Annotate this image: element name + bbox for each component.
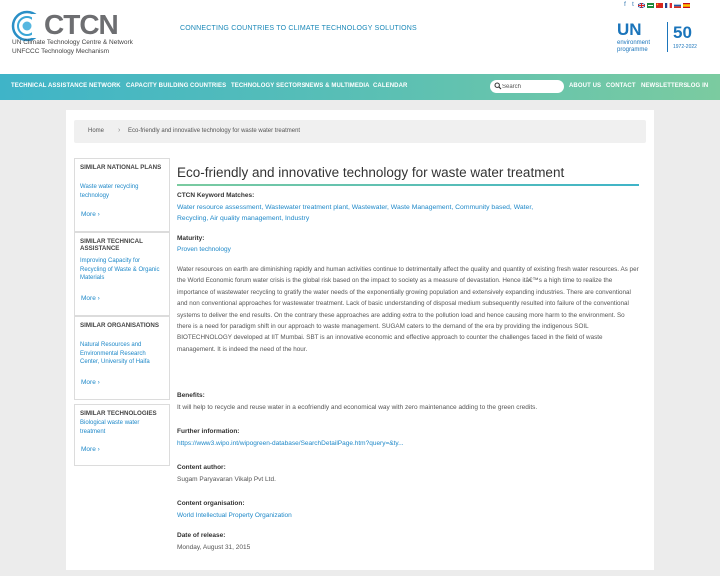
nav-technical-assistance[interactable]: TECHNICAL ASSISTANCE [11, 83, 88, 89]
title-underline [177, 184, 639, 186]
content-author-value: Sugam Paryavaran Vikalp Pvt Ltd. [177, 476, 276, 483]
search-box[interactable] [490, 80, 564, 93]
social-and-language-bar [622, 2, 690, 8]
sidebar-link[interactable]: Waste water recycling technology [80, 184, 139, 199]
similar-technical-assistance-box [74, 232, 170, 316]
breadcrumb [74, 120, 646, 143]
english-flag-icon[interactable] [638, 3, 645, 8]
unep-un-mark: UN [617, 20, 642, 39]
search-icon[interactable] [494, 82, 502, 90]
further-info-link[interactable]: https://www3.wipo.int/wipogreen-database/SearchDetailPage.htm?query=&ty... [177, 440, 404, 447]
keywords-label: CTCN Keyword Matches: [177, 192, 255, 199]
nav-countries[interactable]: COUNTRIES [190, 83, 227, 89]
sidebar-link[interactable]: Improving Capacity for Recycling of Waste & Organic Materials [80, 258, 160, 281]
logo-text: CTCN [44, 9, 118, 40]
sidebar-box-title: SIMILAR TECHNOLOGIES [80, 410, 157, 417]
sidebar-box-title: SIMILAR NATIONAL PLANS [80, 164, 162, 171]
site-header [0, 0, 720, 74]
sidebar-box-title: SIMILAR TECHNICAL ASSISTANCE [80, 238, 143, 252]
similar-organisations-box [74, 316, 170, 400]
nav-network[interactable]: NETWORK [89, 83, 121, 89]
sidebar-link[interactable]: Biological waste water treatment [80, 420, 140, 435]
content-panel [66, 110, 654, 570]
benefits-value: It will help to recycle and reuse water in a ecofriendly and economical way with zero maintenance adding to the green credits. [177, 404, 538, 411]
content-organisation-label: Content organisation: [177, 500, 245, 507]
search-input[interactable] [502, 81, 560, 92]
unep-divider [667, 22, 668, 52]
spanish-flag-icon[interactable] [683, 3, 690, 8]
site-tagline: CONNECTING COUNTRIES TO CLIMATE TECHNOLOGY SOLUTIONS [180, 25, 417, 32]
maturity-label: Maturity: [177, 235, 205, 242]
keywords-line-2[interactable]: Recycling, Air quality management, Industry [177, 215, 310, 222]
nav-about-us[interactable]: ABOUT US [569, 83, 602, 89]
sidebar-more-link[interactable]: More › [81, 295, 100, 302]
unep-line1: environment [617, 40, 651, 46]
logo-subtitle-2: UNFCCC Technology Mechanism [12, 48, 110, 55]
sidebar-more-link[interactable]: More › [81, 379, 100, 386]
similar-technologies-box [74, 404, 170, 466]
nav-news-multimedia[interactable]: NEWS & MULTIMEDIA [305, 83, 370, 89]
breadcrumb-separator: › [118, 127, 121, 134]
russian-flag-icon[interactable] [674, 3, 681, 8]
french-flag-icon[interactable] [665, 3, 672, 8]
nav-calendar[interactable]: CALENDAR [373, 83, 408, 89]
unep-logo[interactable] [617, 20, 707, 56]
chinese-flag-icon[interactable] [656, 3, 663, 8]
page-title: Eco-friendly and innovative technology for waste water treatment [177, 165, 565, 180]
content-organisation-link[interactable]: World Intellectual Property Organization [177, 512, 292, 519]
sidebar-more-link[interactable]: More › [81, 446, 100, 453]
facebook-icon[interactable]: f [624, 2, 626, 8]
nav-log-in[interactable]: LOG IN [687, 83, 709, 89]
further-info-label: Further information: [177, 428, 240, 435]
sidebar-box-title: SIMILAR ORGANISATIONS [80, 322, 159, 329]
description-text: Water resources on earth are diminishing rapidly and human activities continue to detrimentally affect the quality and quantity of existing fresh water resources. As per the World Economic forum water crisis is the global risk based on the impact to society as a measure of devastation. Hence itâ€™s a high time to realize the importance of wastewater recycling to gratify the water needs of the exponentially growing population and extensively expanding industries. There are conventional and non conventional approaches for wastewater treatment. Lack of basic understanding of disposal medium subsequently resulted into failure of the conventional systems to deliver the end results. On the contrary these approaches are adding extra to the pollution load and hence causing more harm to the environment. So there is a need for paradigm shift in our approach to waste management. SUGAM caters to the demand of the era by providing the indigenous SOIL BIOTECHNOLOGY developed at IIT Mumbai. SBT is an innovative economic and effective approach to counter the challenges faced in the field of waste management. It is indeed the need of the hour. [177, 266, 639, 353]
release-date-value: Monday, August 31, 2015 [177, 544, 251, 551]
unep-50-mark: 50 [673, 23, 692, 42]
benefits-label: Benefits: [177, 392, 205, 399]
breadcrumb-home-link[interactable]: Home [88, 128, 105, 134]
arabic-flag-icon[interactable] [647, 3, 654, 8]
maturity-value[interactable]: Proven technology [177, 246, 231, 253]
breadcrumb-current: Eco-friendly and innovative technology for waste water treatment [128, 128, 301, 134]
similar-national-plans-box [74, 158, 170, 232]
release-date-label: Date of release: [177, 532, 226, 539]
twitter-icon[interactable]: t [632, 2, 634, 8]
sidebar-more-link[interactable]: More › [81, 211, 100, 218]
content-author-label: Content author: [177, 464, 226, 471]
unep-years: 1972-2022 [673, 44, 697, 50]
unep-line2: programme [617, 47, 648, 53]
nav-capacity-building[interactable]: CAPACITY BUILDING [126, 83, 189, 89]
nav-newsletters[interactable]: NEWSLETTERS [641, 83, 688, 89]
main-navigation [0, 74, 720, 100]
keywords-line-1[interactable]: Water resource assessment, Wastewater treatment plant, Wastewater, Waste Management, Community based, Water, [177, 204, 534, 211]
ctcn-logo[interactable] [10, 10, 150, 56]
nav-technology-sectors[interactable]: TECHNOLOGY SECTORS [231, 83, 306, 89]
keywords-list [177, 202, 617, 224]
logo-subtitle: UN Climate Technology Centre & Network [12, 39, 133, 46]
nav-contact[interactable]: CONTACT [606, 83, 636, 89]
sidebar-link[interactable]: Natural Resources and Environmental Research Center, University of Haifa [80, 342, 150, 365]
